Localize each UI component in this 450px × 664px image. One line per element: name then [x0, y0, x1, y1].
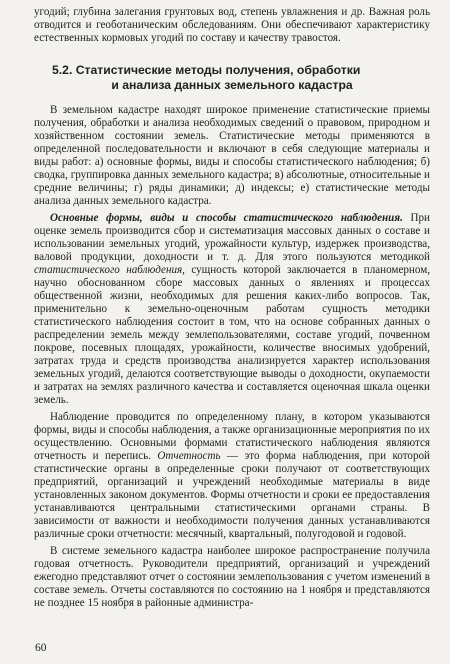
paragraph-2-lead: Основные формы, виды и способы статистического наблюдения.: [50, 212, 403, 224]
paragraph-3-text-b: — это форма наблюдения, при которой статистические органы в определенные сроки получают от соответствующих предприятий, организаций и учреждений необходимые материалы в виде установленных законом документов. Формы отчетности и сроки ее предоставления устанавливаются центральными статистическими органами страны. В зависимости от важности и необходимости получения данных устанавливаются различные сроки отчетности: месячный, квартальный, полугодовой и годовой.: [34, 450, 430, 540]
section-number: 5.2.: [52, 63, 73, 77]
paragraph-3: [34, 411, 430, 541]
paragraph-3-text-a: Наблюдение проводится по определенному плану, в котором указываются формы, виды и способы наблюдения, а также организационные мероприятия по их осуществлению. Основными формами статистического наблюдения являются отчетность и перепись.: [34, 411, 430, 462]
paragraph-2-text-b: , сущность которой заключается в планомерном, научно обоснованном сборе массовых данных о явлениях и процессах общественной жизни, необходимых для решения каких-либо вопросов. Так, применительно к земельно-оценочным работам сущность методики статистического наблюдения состоит в том, что на основе собранных данных о распределении земель между землепользователями, составе угодий, почвенном покрове, посевных площадях, урожайности, количестве вносимых удобрений, затратах труда и средств производства анализируется характер использования земельных угодий, делаются соответствующие выводы о доходности, окупаемости и затратах на землях различного качества и составляется оценочная шкала оценки земель.: [34, 264, 430, 406]
section-heading: [34, 63, 430, 92]
section-title-line1: Статистические методы получения, обработки: [75, 63, 361, 77]
paragraph-2: [34, 212, 430, 407]
paragraph-1: В земельном кадастре находят широкое применение статистические приемы получения, обработки и анализа необходимых сведений о правовом, природном и хозяйственном состоянии земель. Статистические методы применяются в определенной последовательности и включают в себя следующие материалы и виды работ: а) основные формы, виды и способы статистического наблюдения; б) сводка, группировка данных земельного кадастра; в) абсолютные, относительные и средние величины; г) ряды динамики; д) индексы; е) статистические методы анализа данных земельного кадастра.: [34, 104, 430, 207]
page-number: 60: [35, 642, 47, 654]
document-page: [34, 6, 430, 610]
top-paragraph: угодий; глубина залегания грунтовых вод, степень увлажнения и др. Важная роль отводится и геоботаническим обследованиям. Они обеспечивают характеристику естественных кормовых угодий по составу и качеству травостоя.: [34, 6, 430, 44]
section-heading-line1: [34, 63, 430, 78]
paragraph-3-emphasis: Отчетность: [157, 450, 221, 462]
paragraph-2-emphasis: статистического наблюдения: [34, 264, 183, 276]
paragraph-4: В системе земельного кадастра наиболее широкое распространение получила годовая отчетность. Руководители предприятий, организаций и учреждений ежегодно представляют отчет о состоянии землепользования с учетом изменений в составе земель. Отчеты составляются по состоянию на 1 ноября и представляются не позднее 15 ноября в районные администра-: [34, 545, 430, 609]
section-title-line2: и анализа данных земельного кадастра: [111, 77, 353, 92]
paragraph-2-text-a: При оценке земель производится сбор и систематизация массовых данных о составе и использовании земельных угодий, урожайности культур, издержек производства, валовой продукции, доходности и т. д. Для этого пользуются методикой: [34, 212, 430, 263]
